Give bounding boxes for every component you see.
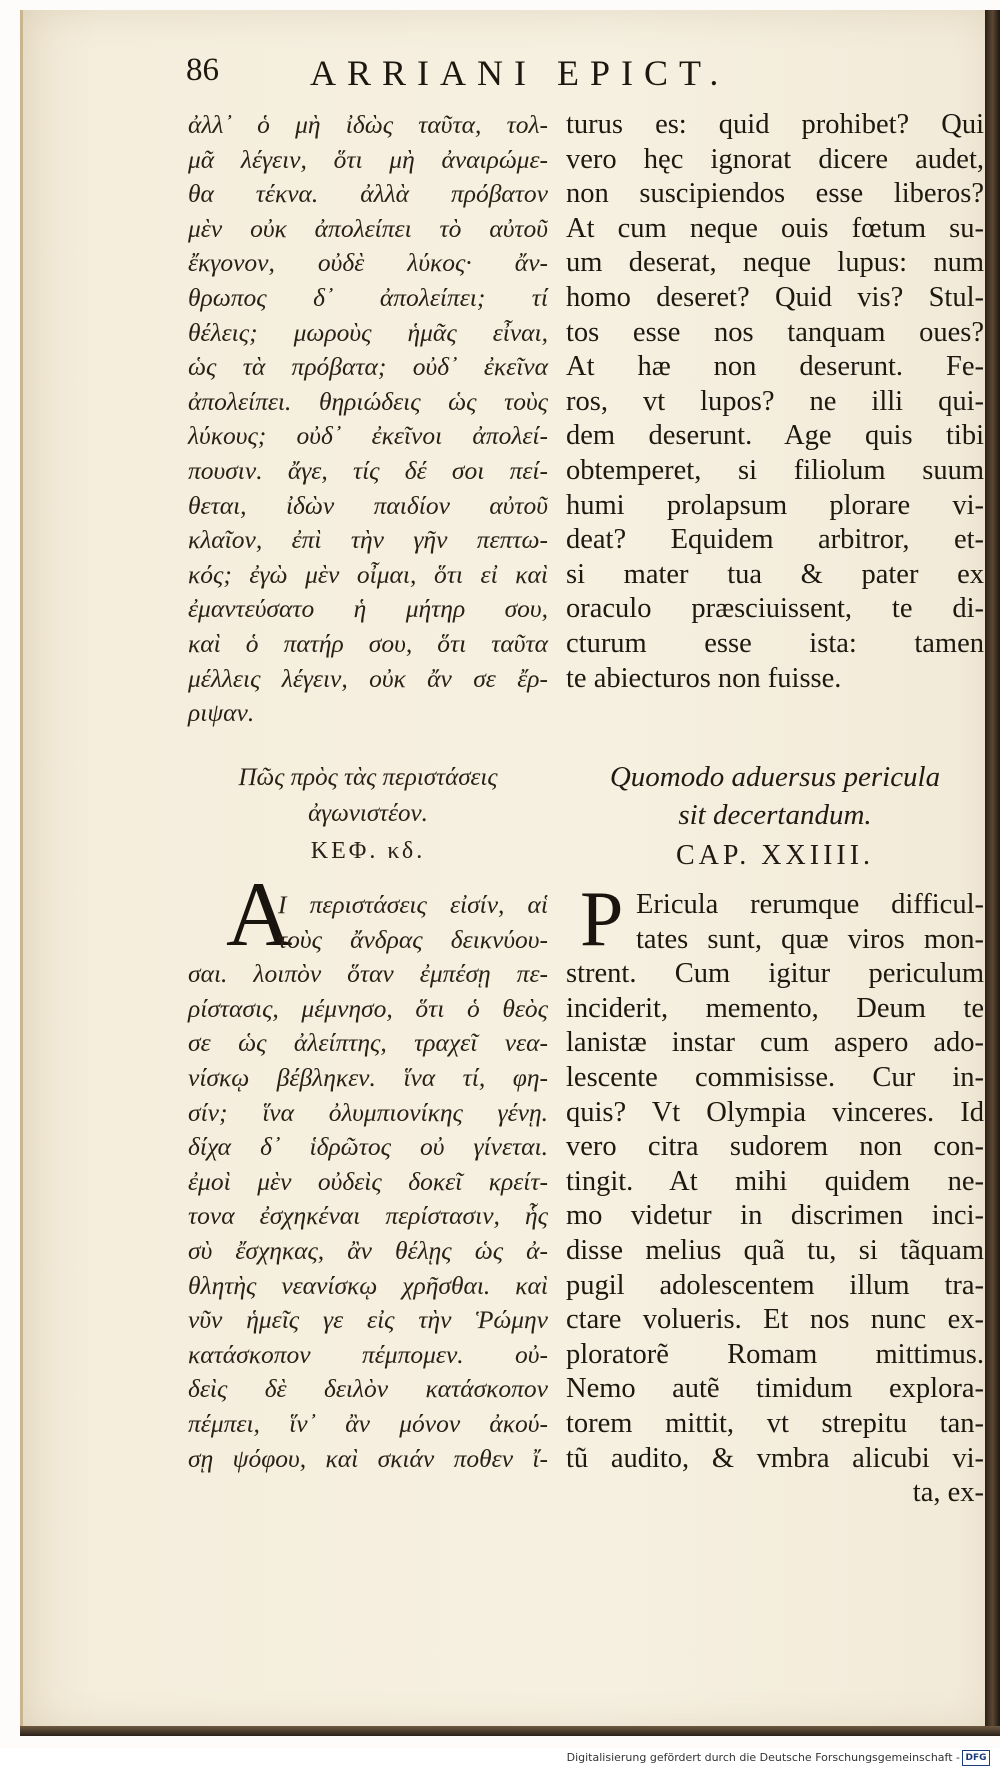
page-edge-right (985, 10, 1000, 1730)
greek-line: κός; ἐγὼ μὲν οἶμαι, ὅτι εἰ καὶ (188, 559, 548, 589)
greek-line: καὶ ὁ πατήρ σου, ὅτι ταῦτα (188, 628, 548, 658)
latin-line: Ericula rerumque difficul- (636, 889, 984, 920)
greek-line: λύκους; οὐδ᾽ ἐκεῖνοι ἀπολεί- (188, 421, 548, 451)
greek-line: κατάσκοπον πέμπομεν. οὐ- (188, 1339, 548, 1369)
latin-line: oraculo præsciuissent, te di- (566, 593, 984, 625)
latin-line: lescente commisisse. Cur in- (566, 1061, 984, 1093)
latin-line: torem mittit, vt strepitu tan- (566, 1407, 984, 1439)
greek-column-top (188, 108, 548, 731)
greek-line: δεὶς δὲ δειλὸν κατάσκοπον (188, 1374, 548, 1404)
latin-drop-cap: P (580, 875, 624, 962)
latin-line: vero hęc ignorat dicere audet, (566, 143, 984, 175)
latin-line: inciderit, memento, Deum te (566, 992, 984, 1024)
greek-line: ὡς τὰ πρόβατα; οὐδ᾽ ἐκεῖνα (188, 352, 548, 382)
greek-line: θρωπος δ᾽ ἀπολείπει; τί (188, 282, 548, 312)
greek-line: σε ὡς ἀλείπτης, τραχεῖ νεα- (188, 1028, 548, 1058)
latin-line: humi prolapsum plorare vi- (566, 489, 984, 521)
greek-line: τονα ἐσχηκέναι περίστασιν, ἧς (188, 1201, 548, 1231)
digitization-credit: Digitalisierung gefördert durch die Deutsche Forschungsgemeinschaft - (566, 1751, 960, 1764)
greek-line: ἐμοὶ μὲν οὐδεὶς δοκεῖ κρείτ- (188, 1166, 548, 1196)
greek-line: σὺ ἔσχηκας, ἂν θέλῃς ὡς ἀ- (188, 1235, 548, 1265)
latin-line: strent. Cum igitur periculum (566, 958, 984, 990)
greek-heading-line: Πῶς πρὸς τὰς περιστάσεις (238, 764, 498, 791)
greek-line: ἀλλ᾽ ὁ μὴ ἰδὼς ταῦτα, τολ- (188, 110, 548, 139)
greek-heading-line: ἀγωνιστέον. (308, 800, 428, 827)
greek-line: ριψαν. (188, 698, 255, 728)
greek-chapter-number: ΚΕΦ. κδ. (310, 838, 426, 864)
dfg-logo: DFG (962, 1750, 990, 1766)
greek-line: θλητὴς νεανίσκῳ χρῆσθαι. καὶ (188, 1270, 548, 1300)
latin-line: tates sunt, quæ viros mon- (636, 923, 984, 955)
catchword: ta, ex- (912, 1477, 984, 1509)
greek-line: ρίστασις, μέμνησο, ὅτι ὁ θεὸς (188, 993, 548, 1023)
latin-heading-line: sit decertandum. (678, 799, 872, 831)
latin-line: dem deserunt. Age quis tibi (566, 420, 984, 452)
latin-line: disse melius quã tu, si tãquam (566, 1234, 984, 1266)
latin-line: ctare volueris. Et nos nunc ex- (566, 1304, 984, 1336)
greek-chapter-heading (188, 760, 548, 832)
greek-line: σαι. λοιπὸν ὅταν ἐμπέσῃ πε- (188, 959, 548, 989)
greek-line: θεται, ἰδὼν παιδίον αὐτοῦ (188, 490, 548, 520)
latin-line: ros, vt lupos? ne illi qui- (566, 385, 984, 417)
greek-line: ἐμαντεύσατο ἡ μήτηρ σου, (188, 594, 548, 624)
latin-line: cturum esse ista: tamen (566, 627, 984, 659)
greek-line: πουσιν. ἄγε, τίς δέ σοι πεί- (188, 455, 548, 485)
latin-line: tũ audito, & vmbra alicubi vi- (566, 1442, 984, 1474)
latin-heading-line: Quomodo aduersus pericula (609, 761, 941, 793)
page-number: 86 (186, 52, 219, 88)
latin-chapter-body (566, 888, 984, 1511)
page-edge-bottom (20, 1726, 1000, 1736)
greek-line: θα τέκνα. ἀλλὰ πρόβατον (188, 179, 548, 209)
greek-line: μὲν οὐκ ἀπολείπει τὸ αὐτοῦ (188, 213, 548, 243)
greek-line: σίν; ἵνα ὀλυμπιονίκης γένῃ. (188, 1097, 548, 1127)
greek-line: θέλεις; μωροὺς ἡμᾶς εἶναι, (188, 317, 548, 347)
greek-chapter-body (188, 888, 548, 1476)
greek-line: νίσκῳ βέβληκεν. ἵνα τί, φη- (188, 1062, 548, 1092)
greek-line: μᾶ λέγειν, ὅτι μὴ ἀναιρώμε- (188, 144, 548, 174)
greek-line: μέλλεις λέγειν, οὐκ ἄν σε ἔρ- (188, 663, 548, 693)
greek-line: δίχα δ᾽ ἱδρῶτος οὐ γίνεται. (188, 1132, 548, 1162)
latin-line: Nemo autẽ timidum explora- (566, 1373, 984, 1405)
latin-line: te abiecturos non fuisse. (566, 662, 842, 694)
greek-line: νῦν ἡμεῖς γε εἰς τὴν Ῥώμην (188, 1305, 548, 1335)
latin-line: um deserat, neque lupus: num (566, 247, 984, 279)
latin-line: tos esse nos tanquam oues? (566, 316, 984, 348)
greek-line: τοὺς ἄνδρας δεικνύου- (278, 924, 548, 954)
page-header (180, 52, 840, 102)
greek-line: ἀπολείπει. θηριώδεις ὡς τοὺς (188, 386, 548, 416)
greek-line: κλαῖον, ἐπὶ τὴν γῆν πεπτω- (188, 525, 548, 555)
running-head: ARRIANI EPICT. (310, 53, 730, 93)
latin-line: ploratorẽ Romam mittimus. (566, 1338, 984, 1370)
latin-line: vero citra sudorem non con- (566, 1131, 984, 1163)
latin-line: turus es: quid prohibet? Qui (566, 109, 984, 140)
latin-line: mo videtur in discrimen inci- (566, 1200, 984, 1232)
latin-line: deat? Equidem arbitror, et- (566, 524, 984, 556)
latin-line: At cum neque ouis fœtum su- (566, 212, 984, 244)
latin-line: tingit. At mihi quidem ne- (566, 1165, 984, 1197)
greek-drop-cap: Α (226, 863, 293, 965)
latin-line: quis? Vt Olympia vinceres. Id (566, 1096, 984, 1128)
latin-column-top (566, 108, 984, 696)
greek-line: σῃ ψόφου, καὶ σκιάν ποθεν ἴ- (188, 1443, 548, 1473)
latin-line: obtemperet, si filiolum suum (566, 454, 984, 486)
latin-line: si mater tua & pater ex (566, 558, 984, 590)
latin-chapter-heading (566, 758, 984, 834)
greek-line: πέμπει, ἵν᾽ ἂν μόνον ἀκού- (188, 1408, 548, 1438)
latin-line: lanistæ instar cum aspero ado- (566, 1027, 984, 1059)
greek-line: Ι περιστάσεις εἰσίν, αἱ (278, 890, 548, 919)
latin-line: non suscipiendos esse liberos? (566, 178, 984, 210)
latin-line: pugil adolescentem illum tra- (566, 1269, 984, 1301)
latin-chapter-number: CAP. XXIIII. (675, 840, 875, 871)
latin-line: homo deseret? Quid vis? Stul- (566, 281, 984, 313)
latin-line: At hæ non deserunt. Fe- (566, 351, 984, 383)
greek-line: ἔκγονον, οὐδὲ λύκος· ἄν- (188, 248, 548, 278)
